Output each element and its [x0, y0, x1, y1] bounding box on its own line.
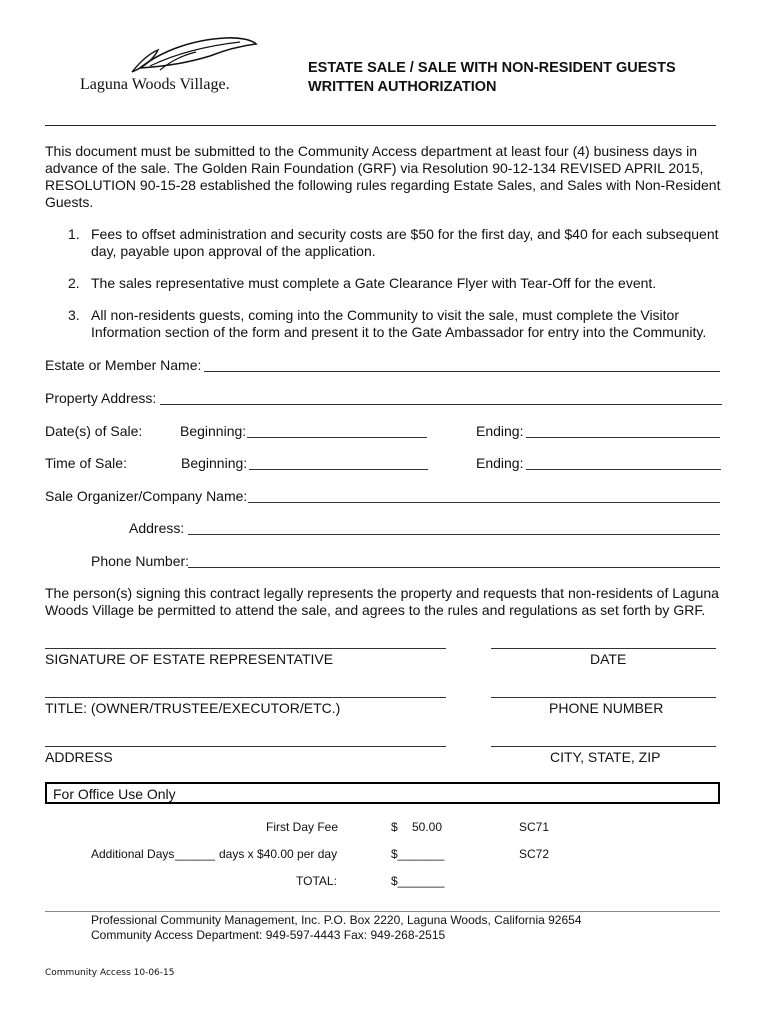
rule-number: 2. [68, 275, 80, 291]
signature-label: SIGNATURE OF ESTATE REPRESENTATIVE [45, 651, 334, 667]
dates-beginning-field[interactable] [247, 437, 427, 438]
time-ending-field[interactable] [526, 469, 721, 470]
organizer-field[interactable] [248, 502, 720, 503]
date-field[interactable] [491, 648, 716, 649]
organizer-address-label: Address: [129, 520, 185, 536]
intro-line: advance of the sale. The Golden Rain Foundation (GRF) via Resolution 90-12-134 REVISED APRIL 2015, [45, 160, 704, 176]
intro-line: RESOLUTION 90-15-28 established the following rules regarding Estate Sales, and Sales with Non-Resident [45, 177, 721, 193]
title-line-1: ESTATE SALE / SALE WITH NON-RESIDENT GUESTS [308, 60, 676, 76]
dates-ending-field[interactable] [526, 437, 720, 438]
address-label: ADDRESS [45, 749, 113, 765]
rule-number: 3. [68, 307, 80, 323]
rule-line: Fees to offset administration and security costs are $50 for the first day, and $40 for each subsequent [91, 226, 719, 242]
office-use-heading: For Office Use Only [53, 786, 176, 802]
dates-ending-label: Ending: [476, 423, 524, 439]
phone-number-label: PHONE NUMBER [549, 700, 664, 716]
first-day-code: SC71 [519, 820, 550, 834]
additional-days-label: Additional Days [91, 847, 175, 861]
first-day-amount: 50.00 [412, 820, 443, 834]
office-use-box [45, 782, 720, 804]
days-rate-label: days x $40.00 per day [219, 847, 338, 861]
first-day-fee-label: First Day Fee [266, 820, 339, 834]
document-title [308, 59, 676, 97]
time-ending-label: Ending: [476, 455, 524, 471]
rule-line: All non-residents guests, coming into the Community to visit the sale, must complete the Visitor [91, 307, 680, 323]
dates-beginning-label: Beginning: [180, 423, 247, 439]
additional-code: SC72 [519, 847, 550, 861]
city-state-zip-field[interactable] [491, 746, 716, 747]
time-of-sale-label: Time of Sale: [45, 455, 127, 471]
statement-line: The person(s) signing this contract legally represents the property and requests that non-residents of Laguna [45, 585, 719, 601]
footer-line: Community Access Department: 949-597-4443 Fax: 949-268-2515 [91, 928, 446, 942]
intro-line: Guests. [45, 194, 94, 210]
first-day-dollar: $ [391, 820, 398, 834]
city-state-zip-label: CITY, STATE, ZIP [550, 749, 661, 765]
rule-line: Information section of the form and present it to the Gate Ambassador for entry into the Community. [91, 324, 707, 340]
title-label: TITLE: (OWNER/TRUSTEE/EXECUTOR/ETC.) [45, 700, 341, 716]
footer-line: Professional Community Management, Inc. P.O. Box 2220, Laguna Woods, California 92654 [91, 913, 582, 927]
member-name-field[interactable] [204, 371, 720, 372]
logo [78, 32, 278, 100]
footer-divider [45, 911, 720, 912]
date-label: DATE [590, 651, 627, 667]
time-beginning-field[interactable] [249, 469, 428, 470]
address-field[interactable] [45, 746, 446, 747]
additional-days-blank[interactable]: ______ [175, 847, 216, 861]
header-divider [45, 125, 716, 126]
logo-text: Laguna Woods Village. [80, 76, 230, 93]
organizer-address-field[interactable] [188, 534, 720, 535]
additional-amount[interactable]: $_______ [391, 847, 445, 861]
revision-note: Community Access 10-06-15 [45, 968, 175, 978]
time-beginning-label: Beginning: [181, 455, 248, 471]
intro-paragraph [45, 143, 725, 211]
total-amount[interactable]: $_______ [391, 874, 445, 888]
footer-address [91, 913, 582, 943]
rule-2 [68, 275, 728, 292]
signature-field[interactable] [45, 648, 446, 649]
rule-line: The sales representative must complete a Gate Clearance Flyer with Tear-Off for the event. [91, 275, 657, 291]
dates-of-sale-label: Date(s) of Sale: [45, 423, 143, 439]
property-address-field[interactable] [160, 404, 722, 405]
statement-paragraph [45, 585, 735, 619]
phone-field[interactable] [188, 567, 720, 568]
title-field[interactable] [45, 697, 446, 698]
total-label: TOTAL: [296, 874, 337, 888]
phone-number-field[interactable] [491, 697, 716, 698]
intro-line: This document must be submitted to the Community Access department at least four (4) business days in [45, 143, 698, 159]
rule-number: 1. [68, 226, 80, 242]
organizer-label: Sale Organizer/Company Name: [45, 488, 248, 504]
rule-line: day, payable upon approval of the application. [91, 243, 376, 259]
title-line-2: WRITTEN AUTHORIZATION [308, 79, 497, 95]
member-name-label: Estate or Member Name: [45, 357, 202, 373]
property-address-label: Property Address: [45, 390, 157, 406]
rule-1 [68, 226, 728, 260]
quill-feather-icon [130, 32, 260, 76]
phone-label: Phone Number: [91, 553, 190, 569]
rule-3 [68, 307, 728, 341]
statement-line: Woods Village be permitted to attend the sale, and agrees to the rules and regulations as set forth by GRF. [45, 602, 706, 618]
